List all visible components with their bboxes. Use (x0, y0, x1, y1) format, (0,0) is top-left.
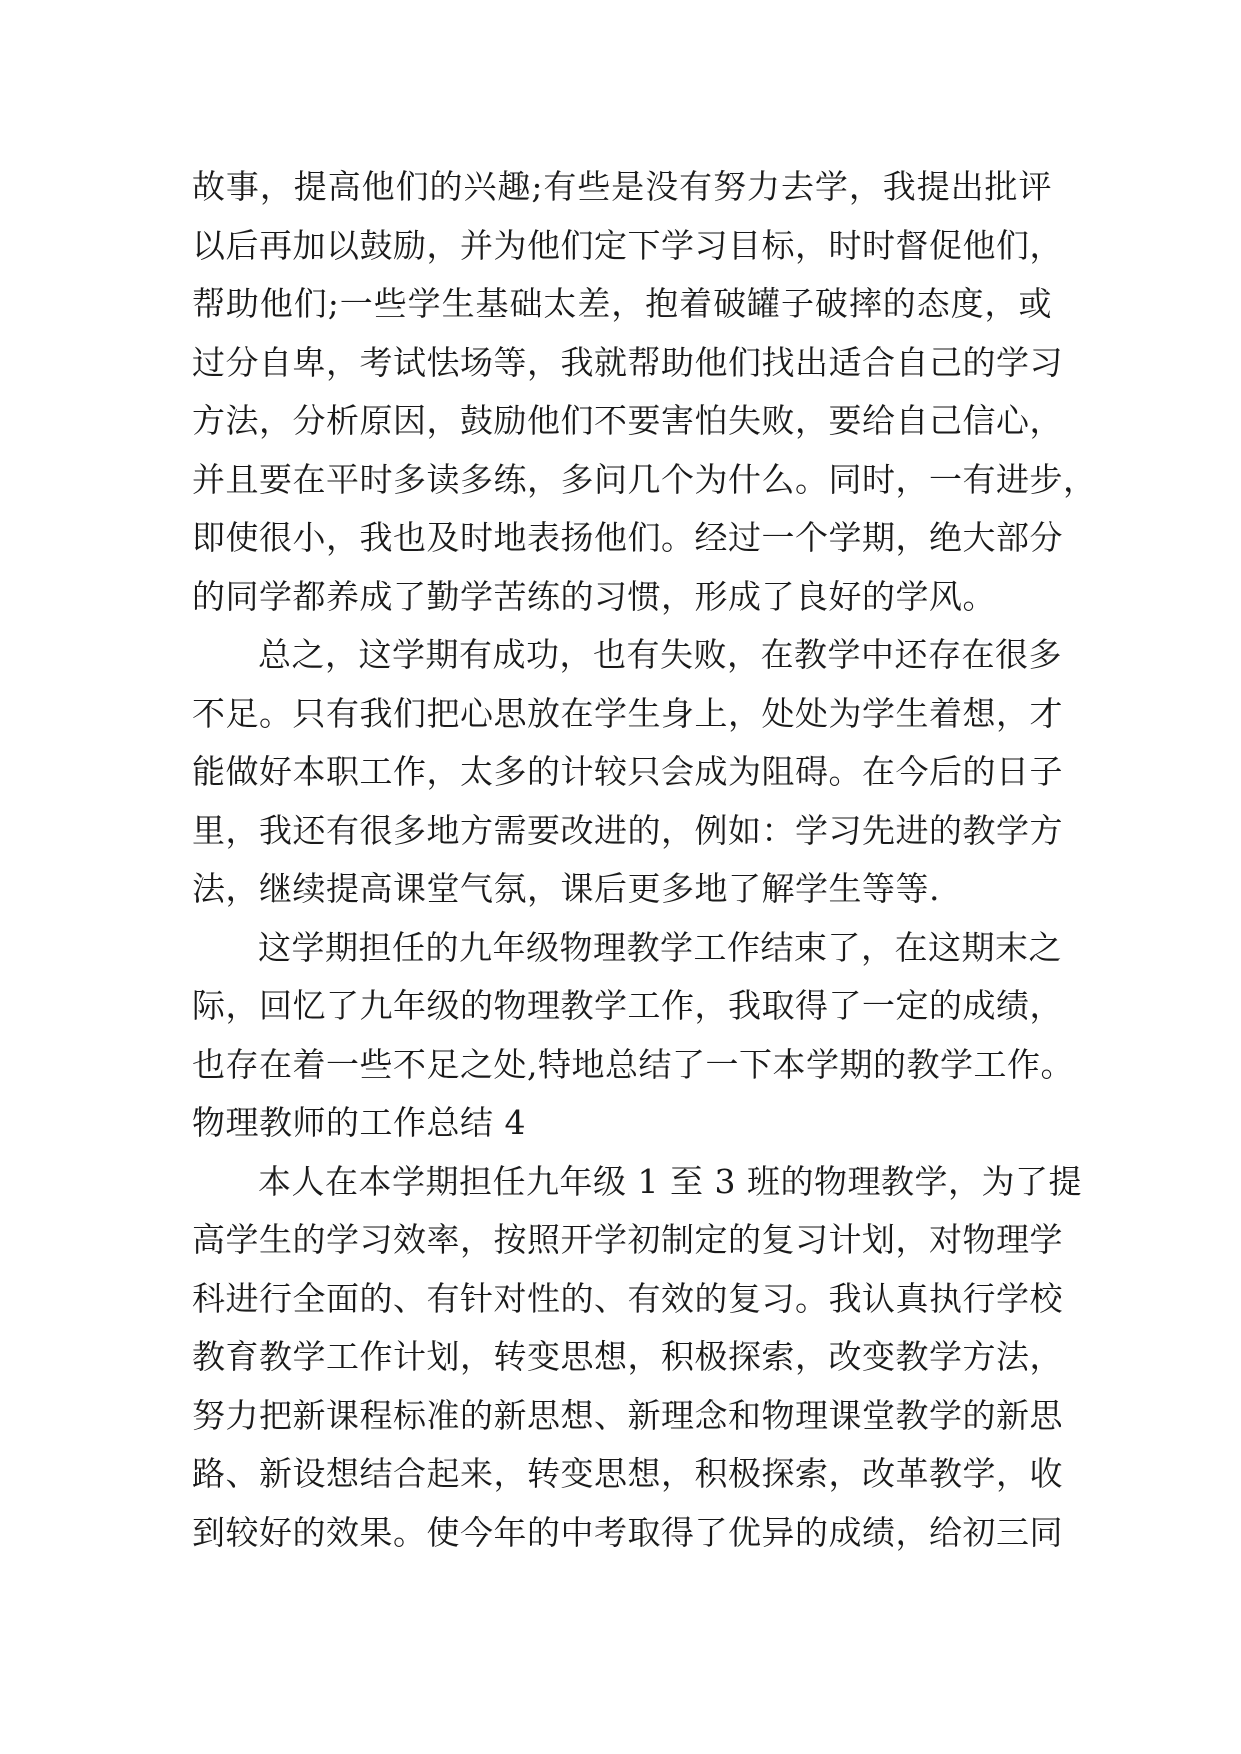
text-line: 不足。只有我们把心思放在学生身上，处处为学生着想，才 (192, 693, 1063, 733)
text-line: 方法，分析原因，鼓励他们不要害怕失败，要给自己信心， (192, 401, 1063, 440)
text-line: 总之，这学期有成功，也有失败，在教学中还存在很多 (258, 635, 1062, 674)
text-line: 故事，提高他们的兴趣;有些是没有努力去学，我提出批评 (192, 167, 1052, 206)
text-line: 高学生的学习效率，按照开学初制定的复习计划，对物理学 (192, 1220, 1063, 1259)
text-line: 这学期担任的九年级物理教学工作结束了，在这期末之 (258, 927, 1062, 967)
text-line: 过分自卑，考试怯场等，我就帮助他们找出适合自己的学习 (192, 342, 1063, 382)
text-line: 教育教学工作计划，转变思想，积极探索，改变教学方法， (192, 1337, 1063, 1376)
text-line: 法，继续提高课堂气氛，课后更多地了解学生等等. (192, 869, 940, 908)
text-line: 帮助他们;一些学生基础太差，抱着破罐子破摔的态度，或 (192, 284, 1052, 323)
text-line: 也存在着一些不足之处,特地总结了一下本学期的教学工作。 (192, 1044, 1074, 1084)
text-line: 际，回忆了九年级的物理教学工作，我取得了一定的成绩， (192, 986, 1063, 1025)
text-line: 到较好的效果。使今年的中考取得了优异的成绩，给初三同 (192, 1512, 1063, 1552)
text-line: 并且要在平时多读多练，多问几个为什么。同时，一有进步， (192, 459, 1097, 499)
text-line: 以后再加以鼓励，并为他们定下学习目标，时时督促他们， (192, 225, 1063, 265)
text-line: 努力把新课程标准的新思想、新理念和物理课堂教学的新思 (192, 1395, 1063, 1435)
text-line: 即使很小，我也及时地表扬他们。经过一个学期，绝大部分 (192, 518, 1063, 557)
document-body (192, 158, 1097, 1562)
text-line: 的同学都养成了勤学苦练的习惯，形成了良好的学风。 (192, 576, 996, 616)
text-line: 科进行全面的、有针对性的、有效的复习。我认真执行学校 (192, 1278, 1063, 1318)
text-line: 物理教师的工作总结 4 (192, 1103, 526, 1142)
text-line: 路、新设想结合起来，转变思想，积极探索，改革教学，收 (192, 1454, 1063, 1493)
text-line: 能做好本职工作，太多的计较只会成为阻碍。在今后的日子 (192, 752, 1063, 791)
text-line: 本人在本学期担任九年级 1 至 3 班的物理教学，为了提 (258, 1161, 1082, 1201)
text-line: 里，我还有很多地方需要改进的，例如：学习先进的教学方 (192, 810, 1063, 850)
